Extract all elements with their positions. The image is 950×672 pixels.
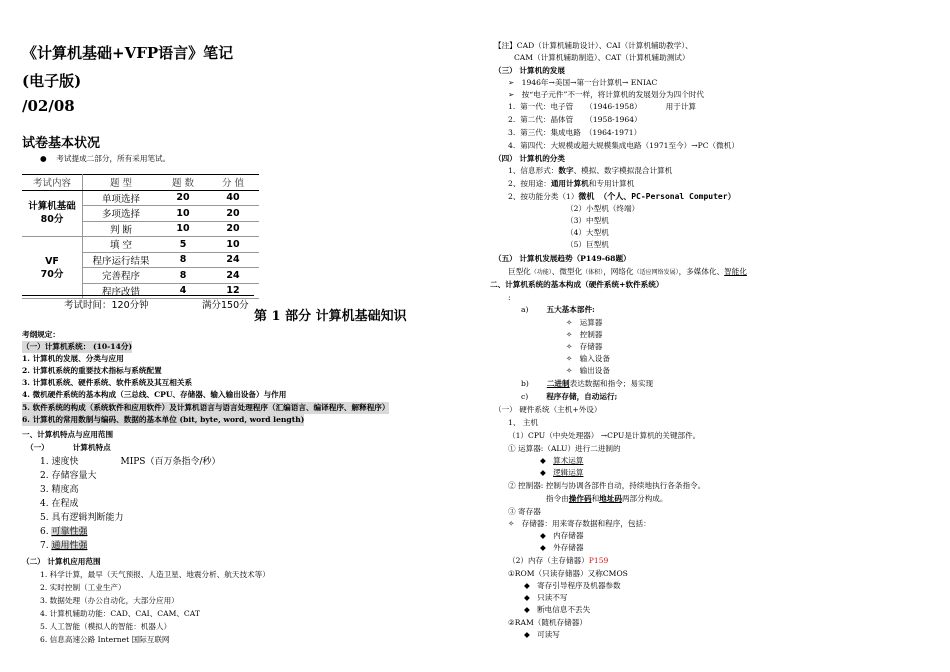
sub1-heading: （一） 计算机特点 bbox=[26, 443, 111, 452]
feature-item: 1. 速度快 MIPS（百万条指令/秒） bbox=[40, 457, 221, 467]
trend-line: 巨型化（功能）、微型化（体积），网络化（适应网络发展），多媒体化、智能化 bbox=[508, 267, 747, 276]
feature-item: 6. 可靠性强 bbox=[40, 527, 88, 537]
app-item: 1. 科学计算，最早（天气预报、人造卫星、地震分析、航天技术等） bbox=[40, 570, 270, 579]
outline-item: （一）计算机系统： (10-14分) bbox=[22, 342, 133, 351]
feature-item: 5. 具有逻辑判断能力 bbox=[40, 513, 124, 523]
class-line: 2、按功能分类（1）微机 （个人、PC-Personal Computer） bbox=[508, 192, 736, 201]
app-item: 3. 数据处理（办公自动化，大部分应用） bbox=[40, 596, 179, 605]
th-score: 分 值 bbox=[207, 175, 259, 191]
diamond-fill-icon: ◆ bbox=[524, 605, 538, 614]
th-type: 题 型 bbox=[83, 175, 160, 191]
app-item: 4. 计算机辅助功能：CAD、CAI、CAM、CAT bbox=[40, 609, 200, 618]
footer-score: 满分150分 bbox=[202, 300, 249, 311]
outline-item: 2. 计算机系统的重要技术指标与系统配置 bbox=[22, 366, 162, 375]
cell-score: 40 bbox=[207, 190, 259, 206]
arrow-bullet-icon: ➢ bbox=[508, 78, 522, 87]
outline-item: 6. 计算机的常用数制与编码、数据的基本单位 (bit, byte, word, word length) bbox=[22, 415, 305, 424]
host-heading: 1、 主机 bbox=[508, 418, 539, 427]
section-heading: 试卷基本状况 bbox=[22, 136, 101, 151]
cell-score: 10 bbox=[207, 237, 259, 253]
diamond-fill-icon: ◆ bbox=[540, 468, 554, 477]
feature-item: 7. 通用性强 bbox=[40, 541, 88, 551]
cell-count: 20 bbox=[159, 190, 207, 206]
class-line: 2、按用途：通用计算机和专用计算机 bbox=[508, 179, 635, 188]
cell-count: 4 bbox=[159, 283, 207, 299]
part-item: ✧ 输入设备 bbox=[566, 354, 610, 363]
app-item: 6. 信息高速公路 Internet 国际互联网 bbox=[40, 635, 170, 644]
exam-note: ● 考试提成二部分，所有采用笔试。 bbox=[40, 154, 171, 163]
cpu-line: （1）CPU（中央处理器） →CPU是计算机的关键部件。 bbox=[508, 431, 701, 440]
table-row bbox=[22, 237, 259, 253]
note-line: CAM（计算机辅助制造）、CAT（计算机辅助测试） bbox=[514, 53, 690, 62]
class-sub: （3）中型机 bbox=[566, 216, 609, 225]
outline-title: 考纲规定： bbox=[22, 330, 60, 339]
doc-title: 《计算机基础+VFP语言》笔记 bbox=[22, 44, 234, 62]
diamond-bullet-icon: ✧ bbox=[508, 519, 522, 528]
class-line: 1、信息形式：数字、模拟、数字模拟混合计算机 bbox=[508, 166, 673, 175]
era-item: 3. 第三代：集成电路 （1964-1971） bbox=[508, 128, 642, 137]
diamond-fill-icon: ◆ bbox=[524, 593, 538, 602]
table-row bbox=[22, 190, 259, 206]
binary-line: b) 二进制表达数据和指令；易实现 bbox=[521, 379, 654, 388]
diamond-fill-icon: ◆ bbox=[540, 543, 554, 552]
ctrl-line: ② 控制器: 控制与协调各部件自动，持续地执行各条指令。 bbox=[508, 481, 706, 490]
class-sub: （5）巨型机 bbox=[566, 240, 609, 249]
outline-item: 3. 计算机系统、硬件系统、软件系统及其互相关系 bbox=[22, 378, 193, 387]
era-item: 2. 第二代：晶体管 （1958-1964） bbox=[508, 115, 642, 124]
ram-line: ②RAM（随机存储器） bbox=[508, 618, 587, 627]
ram-item: ◆ 可读写 bbox=[524, 630, 560, 639]
cell-score: 20 bbox=[207, 206, 259, 222]
app-item: 2. 实时控制（工业生产） bbox=[40, 583, 126, 592]
class-sub: （2）小型机（终端） bbox=[566, 204, 640, 213]
rom-item: ◆ 寄存引导程序及机器参数 bbox=[524, 581, 621, 590]
cell-type: 填 空 bbox=[83, 237, 160, 253]
diamond-bullet-icon: ✧ bbox=[566, 330, 580, 339]
section2-heading: 二、计算机系统的基本构成（硬件系统+软件系统） bbox=[490, 280, 664, 289]
rom-item: ◆ 只读不写 bbox=[524, 593, 568, 602]
outline-item: 1. 计算机的发展、分类与应用 bbox=[22, 354, 124, 363]
section5-heading: （五） 计算机发展趋势（P149-68题） bbox=[494, 254, 631, 263]
alu-line: ① 运算器:（ALU）进行二进制的 bbox=[508, 444, 621, 453]
diamond-bullet-icon: ✧ bbox=[566, 354, 580, 363]
th-content: 考试内容 bbox=[22, 175, 83, 191]
inner-mem-line: （2）内存（主存储器）P159 bbox=[508, 556, 609, 565]
mem-item: ◆ 内存储器 bbox=[540, 531, 584, 540]
mem-item: ◆ 外存储器 bbox=[540, 543, 584, 552]
exam-table bbox=[22, 174, 259, 299]
feature-item: 2. 存储容量大 bbox=[40, 471, 97, 481]
alu-item: ◆ 算术运算 bbox=[540, 456, 584, 465]
diamond-bullet-icon: ✧ bbox=[566, 366, 580, 375]
part-item: ✧ 控制器 bbox=[566, 330, 603, 339]
cell-count: 8 bbox=[159, 268, 207, 284]
cell-score: 24 bbox=[207, 268, 259, 284]
outline-item: 4. 微机硬件系统的基本构成（三总线、CPU、存储器、输入输出设备）与作用 bbox=[22, 390, 287, 399]
cell-count: 5 bbox=[159, 237, 207, 253]
part-item: ✧ 存储器 bbox=[566, 342, 603, 351]
cell-score: 24 bbox=[207, 252, 259, 268]
part-title: 第 1 部分 计算机基础知识 bbox=[254, 309, 407, 324]
feature-item: 3. 精度高 bbox=[40, 485, 79, 495]
mem-line: ✧ 存储器：用来寄存数据和程序，包括： bbox=[508, 519, 651, 528]
dev-line: ➢ 按“电子元件”不一样，将计算机的发展划分为四个时代 bbox=[508, 90, 705, 99]
sub2-heading: （二） 计算机应用范围 bbox=[22, 557, 101, 566]
era-item: 4. 第四代：大规模或超大规模集成电路（1971至今）→PC（微机） bbox=[508, 141, 739, 150]
diamond-fill-icon: ◆ bbox=[540, 456, 554, 465]
cell-count: 10 bbox=[159, 206, 207, 222]
program-line: c) 程序存储，自动运行; bbox=[521, 392, 618, 401]
reg-line: ③ 寄存器 bbox=[508, 507, 541, 516]
cell-score: 20 bbox=[207, 221, 259, 237]
footer-time: 考试时间：120分钟 bbox=[64, 300, 149, 311]
diamond-fill-icon: ◆ bbox=[540, 531, 554, 540]
era-item: 1. 第一代：电子管 （1946-1958） 用于计算 bbox=[508, 102, 697, 111]
arrow-bullet-icon: ➢ bbox=[508, 90, 522, 99]
diamond-bullet-icon: ✧ bbox=[566, 342, 580, 351]
cell-count: 10 bbox=[159, 221, 207, 237]
parts-heading: a) 五大基本部件: bbox=[521, 305, 595, 314]
cell-type: 单项选择 bbox=[83, 190, 160, 206]
section3-heading: （三） 计算机的发展 bbox=[494, 66, 565, 75]
note-line: 【注】CAD（计算机辅助设计）、CAI（计算机辅助教学）、 bbox=[494, 41, 693, 50]
rom-item: ◆ 断电信息不丢失 bbox=[524, 605, 591, 614]
diamond-fill-icon: ◆ bbox=[524, 581, 538, 590]
doc-edition: (电子版) bbox=[22, 72, 82, 90]
cell-type: 程序运行结果 bbox=[83, 252, 160, 268]
part-item: ✧ 输出设备 bbox=[566, 366, 610, 375]
part-item: ✧ 运算器 bbox=[566, 318, 603, 327]
group-vf: VF 70分 bbox=[22, 237, 83, 299]
dev-line: ➢ 1946年→美国→第一台计算机→ ENIAC bbox=[508, 78, 658, 87]
doc-date: /02/08 bbox=[22, 97, 75, 115]
app-item: 5. 人工智能（模拟人的智能：机器人） bbox=[40, 622, 172, 631]
th-count: 题 数 bbox=[159, 175, 207, 191]
cell-score: 12 bbox=[207, 283, 259, 299]
bullet-icon: ● bbox=[40, 154, 57, 163]
class-sub: （4）大型机 bbox=[566, 228, 609, 237]
colon-mark: : bbox=[508, 293, 511, 302]
hw-heading: （一） 硬件系统（主机+外设） bbox=[494, 405, 602, 414]
section1-heading: 一、计算机特点与应用范围 bbox=[22, 430, 114, 439]
table-footer bbox=[22, 295, 254, 311]
outline-item: 5. 软件系统的构成（系统软件和应用软件）及计算机语言与语言处理程序（汇编语言、编译程序、解释程序） bbox=[22, 403, 390, 412]
cell-type: 完善程序 bbox=[83, 268, 160, 284]
section4-heading: （四） 计算机的分类 bbox=[494, 154, 565, 163]
cell-count: 8 bbox=[159, 252, 207, 268]
alu-item: ◆ 逻辑运算 bbox=[540, 468, 584, 477]
diamond-bullet-icon: ✧ bbox=[566, 318, 580, 327]
group-basic: 计算机基础 80分 bbox=[22, 190, 83, 237]
ctrl-line2: 指令由操作码和地址码两部分构成。 bbox=[546, 494, 668, 503]
cell-type: 判 断 bbox=[83, 221, 160, 237]
feature-item: 4. 在程成 bbox=[40, 499, 79, 509]
cell-type: 多项选择 bbox=[83, 206, 160, 222]
rom-line: ①ROM（只读存储器）又称CMOS bbox=[508, 569, 628, 578]
cell-type: 程序改错 bbox=[83, 283, 160, 299]
diamond-fill-icon: ◆ bbox=[524, 630, 538, 639]
